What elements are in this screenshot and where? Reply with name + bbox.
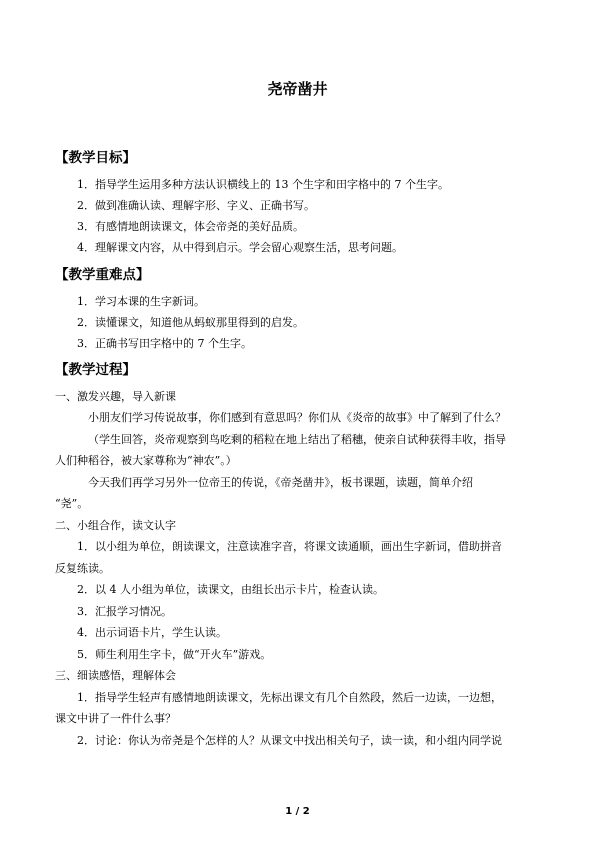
process-line: 1．指导学生轻声有感情地朗读课文，先标出课文有几个自然段，然后一边读，一边想， <box>77 691 502 704</box>
process-line: 3．汇报学习情况。 <box>77 605 172 618</box>
goal-item: 3．有感情地朗读课文，体会帝尧的美好品质。 <box>77 220 304 233</box>
page-number: 1 / 2 <box>285 806 310 817</box>
key-point-item: 2．读懂课文，知道他从蚂蚁那里得到的启发。 <box>77 316 304 329</box>
process-heading: 【教学过程】 <box>55 362 136 378</box>
goal-item: 2．做到准确认读、理解字形、字义、正确书写。 <box>77 199 315 212</box>
key-point-item: 3．正确书写田字格中的 7 个生字。 <box>77 337 252 350</box>
process-line: 小朋友们学习传说故事，你们感到有意思吗？你们从《炎帝的故事》中了解到了什么？ <box>88 411 506 424</box>
goal-item: 1．指导学生运用多种方法认识横线上的 13 个生字和田字格中的 7 个生字。 <box>77 178 449 191</box>
process-line: （学生回答，炎帝观察到鸟吃剩的稻粒在地上结出了稻穗，使亲自试种获得丰收，指导 <box>88 433 506 446</box>
process-line: 今天我们再学习另外一位帝王的传说，《帝尧凿井》，板书课题，读题，简单介绍 <box>88 476 473 489</box>
process-line: 2．讨论：你认为帝尧是个怎样的人？从课文中找出相关句子，读一读，和小组内同学说 <box>77 734 502 747</box>
process-line: 5．师生利用生字卡，做“开火车”游戏。 <box>77 648 272 661</box>
process-line: 课文中讲了一件什么事？ <box>55 712 176 725</box>
goals-heading: 【教学目标】 <box>55 150 136 166</box>
process-line: 1．以小组为单位，朗读课文，注意读准字音，将课文读通顺，画出生字新词，借助拼音 <box>77 540 502 553</box>
page-title: 尧帝凿井 <box>267 80 328 98</box>
process-line: 人们种稻谷，被大家尊称为“神农”。） <box>55 454 237 467</box>
goal-item: 4．理解课文内容，从中得到启示。学会留心观察生活，思考问题。 <box>77 241 403 254</box>
process-line: 2．以 4 人小组为单位，读课文，由组长出示卡片，检查认读。 <box>77 583 384 596</box>
process-line: “尧”。 <box>55 497 89 510</box>
process-subheading: 三、细读感悟，理解体会 <box>55 669 176 682</box>
key-point-item: 1．学习本课的生字新词。 <box>77 295 205 308</box>
process-line: 反复练读。 <box>55 562 110 575</box>
process-subheading: 二、小组合作，读文认字 <box>55 519 176 532</box>
process-subheading: 一、激发兴趣，导入新课 <box>55 390 176 403</box>
process-line: 4．出示词语卡片，学生认读。 <box>77 626 227 639</box>
key-points-heading: 【教学重难点】 <box>55 267 150 283</box>
